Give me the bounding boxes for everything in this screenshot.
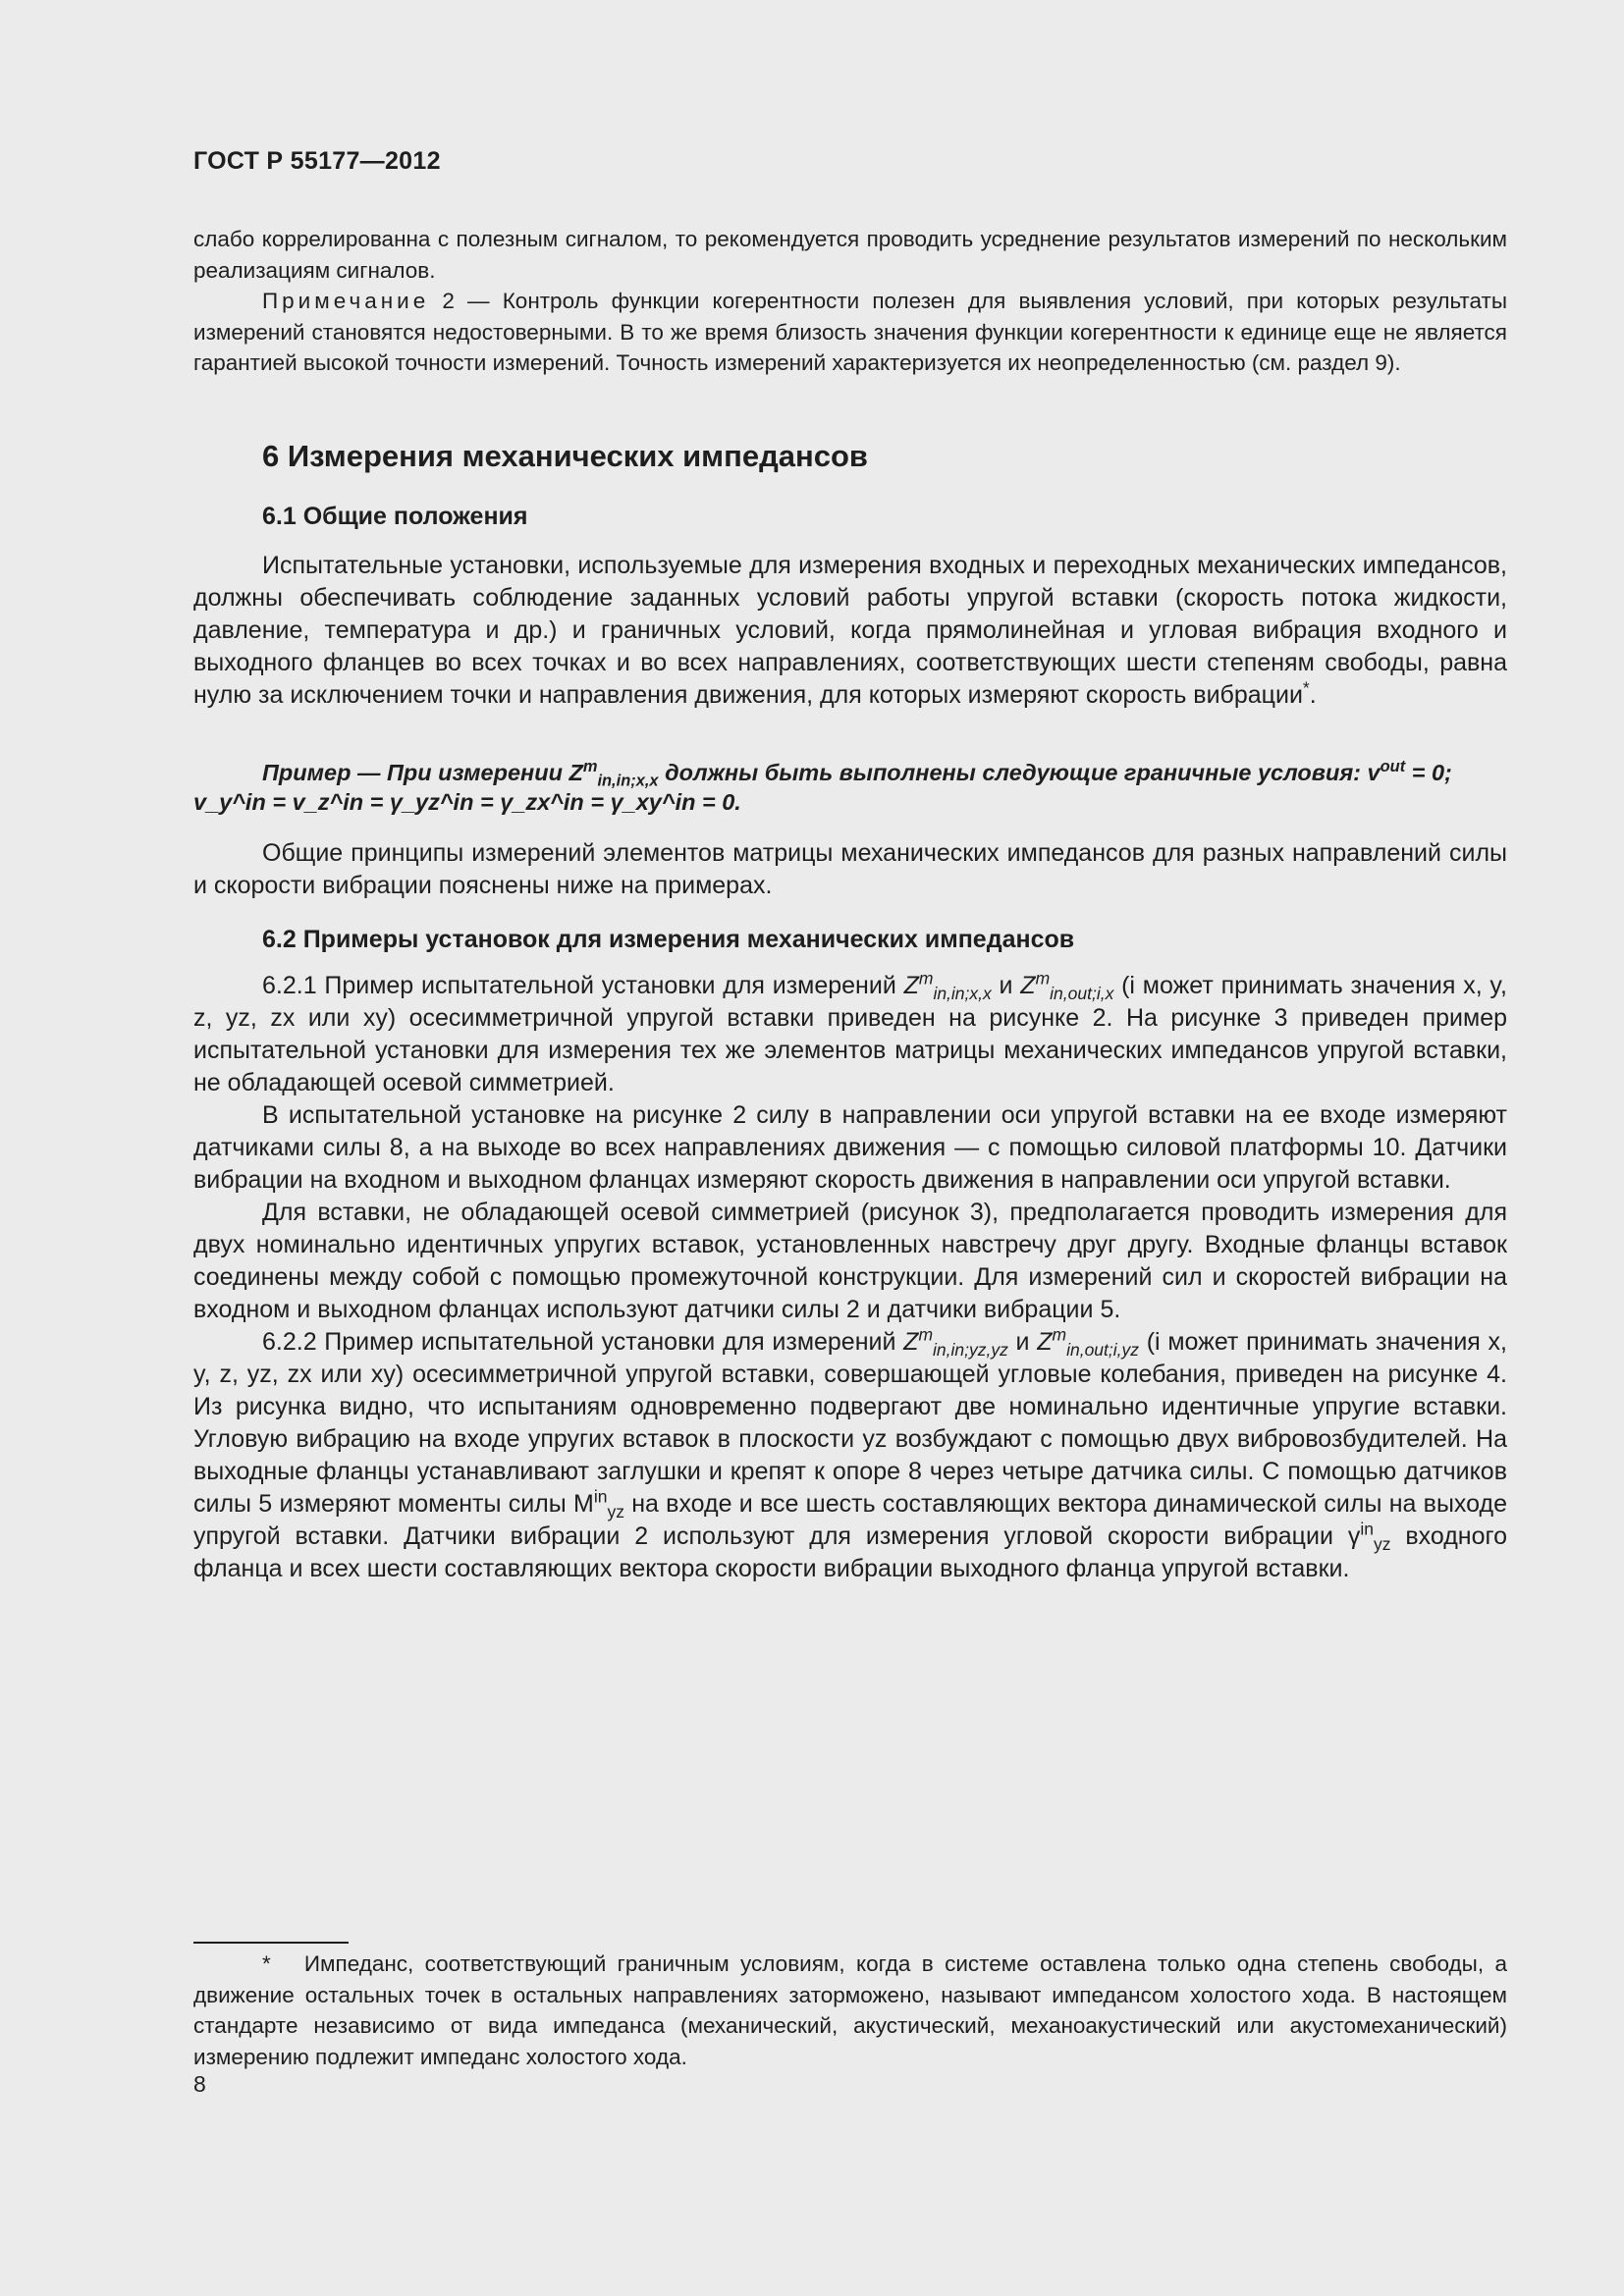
m-sup: in — [593, 1486, 608, 1507]
page-number: 8 — [193, 2071, 206, 2097]
example-a: Пример — При измерении Z — [262, 760, 583, 785]
paragraph-6-2-1-2: В испытательной установке на рисунке 2 силу в направлении оси упругой вставки на ее входе измеряют датчиками силы 8, а на выходе во всех направлениях движения — с помощью силовой платформы 10. Датчики вибрации на входном и выходном фланцах измеряют скорость движения в направлении оси упругой вставки. — [193, 1101, 1507, 1194]
p622-c: на входе и все шесть составляющих вектора динамической силы на выходе упругой вставки. Датчики вибрации 2 используют для измерения угловой скорости вибрации γ — [193, 1490, 1507, 1550]
z-symbol-4 — [1037, 1324, 1140, 1360]
footnote-separator — [193, 1942, 349, 1944]
g-sup: in — [1360, 1519, 1374, 1539]
footnote-text: Импеданс, соответствующий граничным условиям, когда в системе оставлена только одна степень свободы, а движение остальных точек в остальных направлениях заторможено, называют импедансом холостого хода. В настоящем стандарте независимо от вида импеданса (механический, акустический, механоакустический или акустомеханический) измерению подлежит импеданс холостого хода. — [193, 1951, 1507, 2069]
footnote-mark: * — [262, 1951, 271, 1976]
z1: Z — [903, 972, 919, 999]
example-sup2: out — [1380, 758, 1406, 776]
z-symbol-2 — [1020, 968, 1114, 1003]
continuation-paragraph: слабо коррелированна с полезным сигналом, то рекомендуется проводить усреднение результатов измерений по нескольким реализациям сигналов. — [193, 227, 1507, 283]
example-b: должны быть выполнены следующие граничные условия: v — [658, 760, 1380, 785]
paragraph-6-2-1-3: Для вставки, не обладающей осевой симметрией (рисунок 3), предполагается проводить измерения для двух номинально идентичных упругих вставок, установленных навстречу друг другу. Входные фланцы вставок соединены между собой с помощью промежуточной конструкции. Для измерений сил и скоростей вибрации на входном и выходном фланцах используют датчики силы 2 и датчики вибрации 5. — [193, 1199, 1507, 1323]
g-sub: yz — [1373, 1534, 1391, 1554]
p622-d: входного фланца и всех шести составляющих вектора скорости вибрации выходного фланца упругой вставки. — [193, 1522, 1507, 1582]
z1-sup: m — [918, 968, 934, 988]
example-sup: m — [582, 758, 598, 776]
note-paragraph — [193, 286, 1507, 379]
footnote — [193, 1949, 1507, 2072]
p621-a: 6.2.1 Пример испытательной установки для измерений — [262, 972, 904, 999]
paragraph-6-2-2 — [193, 1326, 1507, 1585]
subsection-6-1-title: 6.1 Общие положения — [262, 503, 528, 530]
z3-sup: m — [918, 1324, 934, 1345]
paragraph-6-1-1 — [193, 550, 1507, 712]
p61-end: . — [1309, 681, 1317, 709]
example-line-2: v_y^in = v_z^in = γ_yz^in = γ_zx^in = γ_xy^in = 0. — [193, 789, 741, 815]
p622-and: и — [1007, 1328, 1038, 1356]
p621-b: (i может принимать значения x, y, z, yz, zx или xy) осесимметричной упругой вставки приведен на рисунке 2. На рисунке 3 приведен пример испытательной установки для измерения тех же элементов матрицы механических импедансов упругой вставки, не обладающей осевой симметрией. — [193, 972, 1507, 1096]
section-6-title: 6 Измерения механических импедансов — [262, 439, 868, 473]
m-sub: yz — [607, 1502, 624, 1522]
z3: Z — [903, 1328, 919, 1356]
section-6-2-body — [193, 970, 1507, 1585]
example-line-1 — [193, 758, 1507, 790]
p61-text: Испытательные установки, используемые для измерения входных и переходных механических импедансов, должны обеспечивать соблюдение заданных условий работы упругой вставки (скорость потока жидкости, давление, температура и др.) и граничных условий, когда прямолинейная и угловая вибрация входного и выходного фланцев во всех точках и во всех направлениях, соответствующих шести степеням свободы, равна нулю за исключением точки и направления движения, для которых измеряют скорость вибрации — [193, 552, 1507, 709]
footnote-ref: * — [1302, 677, 1310, 698]
z4: Z — [1037, 1328, 1053, 1356]
z3-sub: in,in;yz,yz — [933, 1340, 1008, 1360]
intro-block — [193, 224, 1507, 379]
example-sub: in,in;x,x — [597, 772, 659, 790]
z2-sub: in,out;i,x — [1050, 984, 1114, 1003]
note-text: 2 — Контроль функции когерентности полезен для выявления условий, при которых результаты измерений становятся недостоверными. В то же время близость значения функции когерентности к единице еще не является гарантией высокой точности измерений. Точность измерений характеризуется их неопределенностью (см. раздел 9). — [193, 289, 1507, 375]
note-label: Примечание — [262, 289, 430, 313]
z4-sub: in,out;i,yz — [1066, 1340, 1140, 1360]
z4-sup: m — [1052, 1324, 1067, 1345]
z2-sup: m — [1035, 968, 1051, 988]
subsection-6-2-title: 6.2 Примеры установок для измерения механических импедансов — [262, 926, 1075, 953]
example-block — [193, 758, 1507, 817]
paragraph-6-2-1 — [193, 970, 1507, 1099]
paragraph-6-1-2: Общие принципы измерений элементов матрицы механических импедансов для разных направлений силы и скорости вибрации пояснены ниже на примерах. — [193, 839, 1507, 899]
p622-b: (i может принимать значения x, y, z, yz, zx или xy) осесимметричной упругой вставки, совершающей угловые колебания, приведен на рисунке 4. Из рисунка видно, что испытаниям одновременно подвергают две номинально идентичные упругие вставки. Угловую вибрацию на входе упругих вставок в плоскости yz возбуждают с помощью двух вибровозбудителей. На выходные фланцы устанавливают заглушки и крепят к опоре 8 через четыре датчика силы. С помощью датчиков силы 5 измеряют моменты силы M — [193, 1328, 1507, 1518]
p621-and: и — [991, 972, 1021, 999]
z-symbol-1 — [903, 968, 992, 1003]
z-symbol-3 — [903, 1324, 1008, 1360]
z1-sub: in,in;x,x — [933, 984, 992, 1003]
z2: Z — [1020, 972, 1036, 999]
document-header: ГОСТ Р 55177—2012 — [193, 147, 441, 175]
example-c: = 0; — [1405, 760, 1452, 785]
p622-a: 6.2.2 Пример испытательной установки для измерений — [262, 1328, 904, 1356]
